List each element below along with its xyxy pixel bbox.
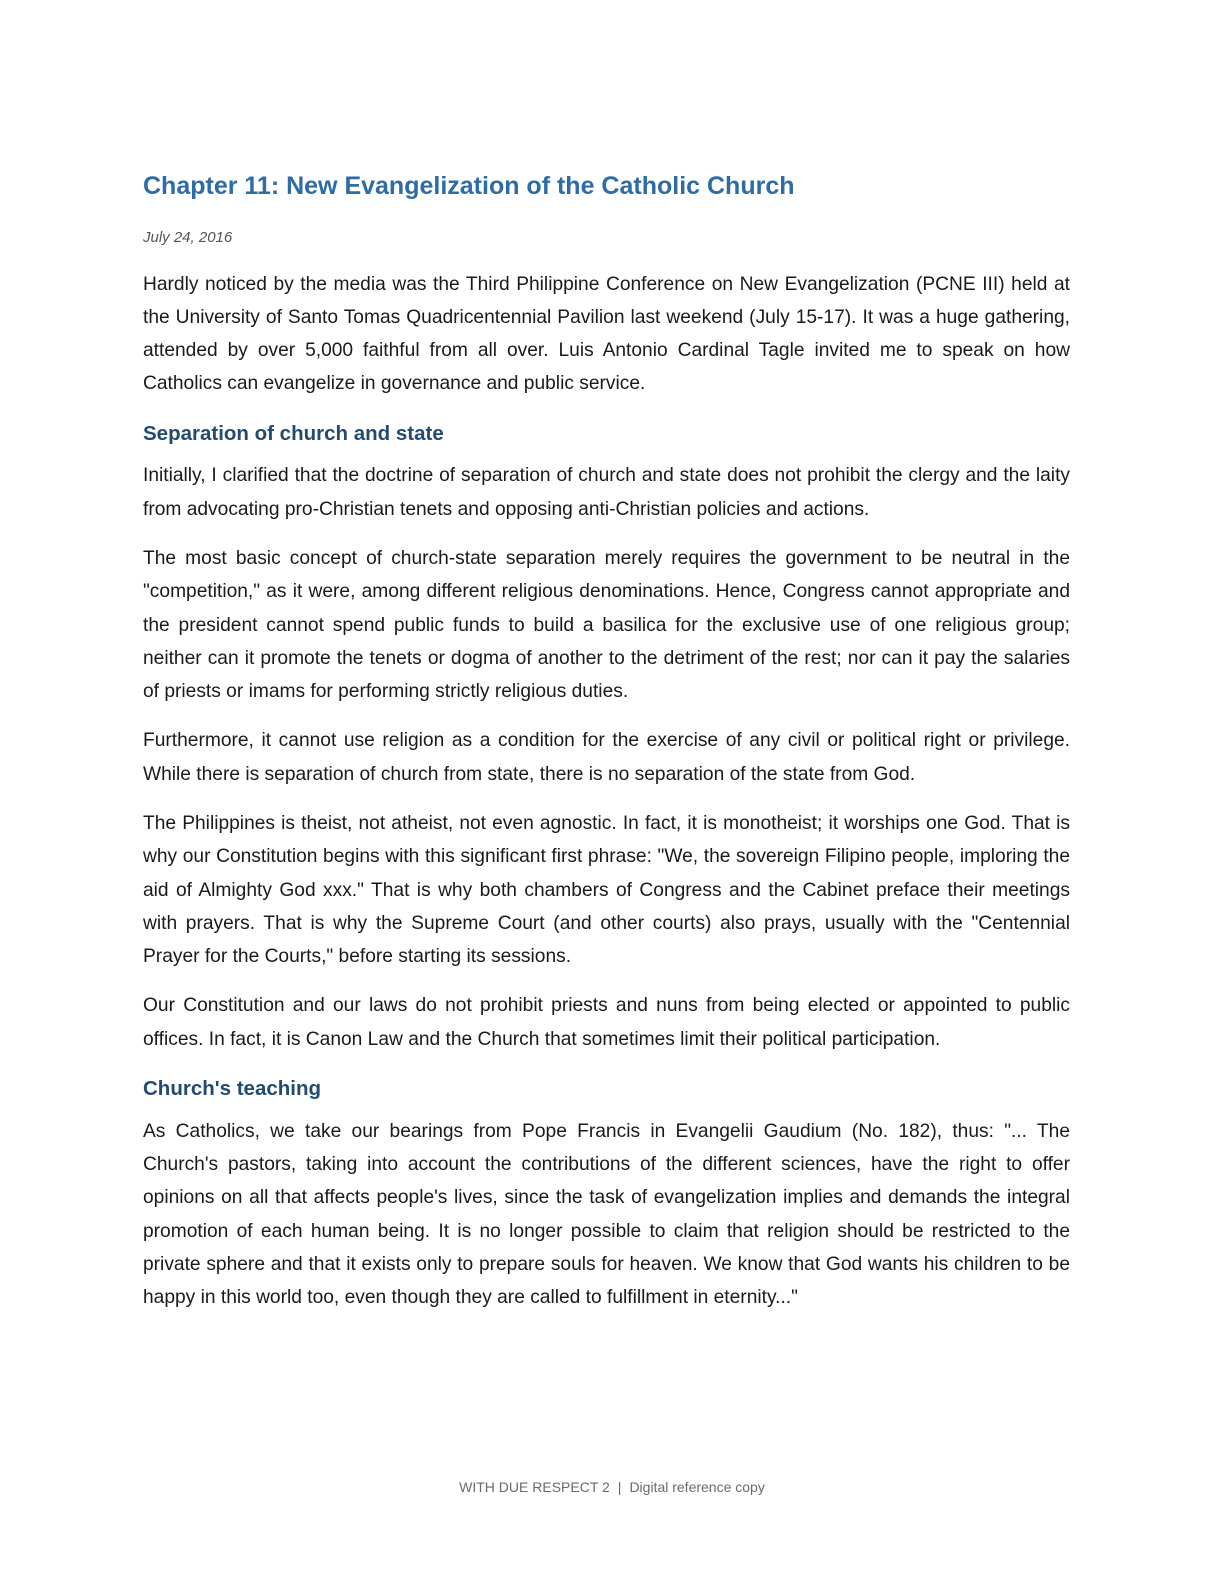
footer-note: Digital reference copy xyxy=(629,1479,765,1495)
body-paragraph: Our Constitution and our laws do not prohibit priests and nuns from being elected or appointed to public offices. In fact, it is Canon Law and the Church that sometimes limit their political participation. xyxy=(143,995,1070,1050)
publication-date: July 24, 2016 xyxy=(143,228,233,246)
section-heading-separation: Separation of church and state xyxy=(143,421,444,445)
body-paragraph: Furthermore, it cannot use religion as a condition for the exercise of any civil or political right or privilege. While there is separation of church from state, there is no separation of the state from God. xyxy=(143,730,1070,785)
section-heading-church-teaching: Church's teaching xyxy=(143,1077,322,1101)
body-paragraph: Initially, I clarified that the doctrine of separation of church and state does not prohibit the clergy and the laity from advocating pro-Christian tenets and opposing anti-Christian policies and actions. xyxy=(143,465,1070,520)
body-paragraph: The most basic concept of church-state separation merely requires the government to be neutral in the "competition," as it were, among different religious denominations. Hence, Congress cannot appropriate and the president cannot spend public funds to build a basilica for the exclusive use of one religious group; neither can it promote the tenets or dogma of another to the detriment of the rest; nor can it pay the salaries of priests or imams for performing strictly religious duties. xyxy=(143,547,1070,703)
intro-paragraph: Hardly noticed by the media was the Third Philippine Conference on New Evangelization (PCNE III) held at the University of Santo Tomas Quadricentennial Pavilion last weekend (July 15-17). It was a huge gathering, attended by over 5,000 faithful from all over. Luis Antonio Cardinal Tagle invited me to speak on how Catholics can evangelize in governance and public service. xyxy=(143,273,1070,395)
document-page xyxy=(143,170,1070,1331)
footer-book-title: WITH DUE RESPECT 2 xyxy=(459,1479,610,1495)
body-paragraph: As Catholics, we take our bearings from Pope Francis in Evangelii Gaudium (No. 182), thus: "... The Church's pastors, taking into account the contributions of the different sciences, have the right to offer opinions on all that affects people's lives, since the task of evangelization implies and demands the integral promotion of each human being. It is no longer possible to claim that religion should be restricted to the private sphere and that it exists only to prepare souls for heaven. We know that God wants his children to be happy in this world too, even though they are called to fulfillment in eternity..." xyxy=(143,1120,1070,1309)
page-footer xyxy=(0,1479,1224,1495)
body-paragraph: The Philippines is theist, not atheist, not even agnostic. In fact, it is monotheist; it worships one God. That is why our Constitution begins with this significant first phrase: "We, the sovereign Filipino people, imploring the aid of Almighty God xxx." That is why both chambers of Congress and the Cabinet preface their meetings with prayers. That is why the Supreme Court (and other courts) also prays, usually with the "Centennial Prayer for the Courts," before starting its sessions. xyxy=(143,813,1070,968)
footer-separator: | xyxy=(617,1479,622,1495)
chapter-title: Chapter 11: New Evangelization of the Catholic Church xyxy=(143,172,795,200)
